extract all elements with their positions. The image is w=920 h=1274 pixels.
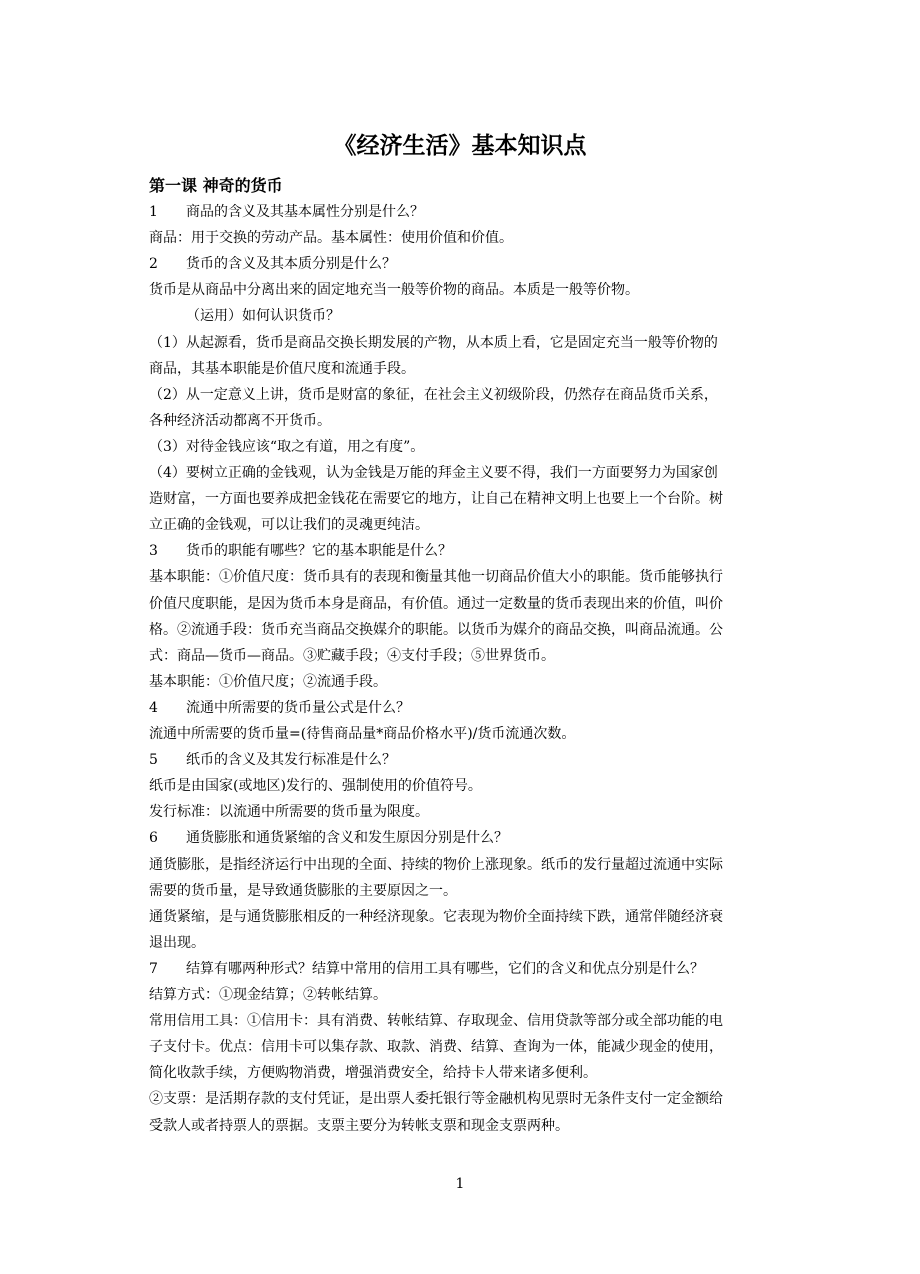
line-text: 基本职能：①价值尺度；②流通手段。 xyxy=(149,674,387,690)
line-text: 受款人或者持票人的票据。支票主要分为转帐支票和现金支票两种。 xyxy=(149,1118,569,1134)
line-text: 流通中所需要的货币量公式是什么？ xyxy=(186,700,410,716)
question-number: 3 xyxy=(149,543,158,559)
line-text: 流通中所需要的货币量=(待售商品量*商品价格水平)/货币流通次数。 xyxy=(149,726,576,742)
text-line xyxy=(149,385,769,405)
question-line xyxy=(149,202,769,222)
text-line xyxy=(149,907,769,927)
line-text: 各种经济活动都离不开货币。 xyxy=(149,413,331,429)
line-text: （3）对待金钱应该“取之有道，用之有度”。 xyxy=(149,439,425,455)
text-line xyxy=(149,1011,769,1031)
line-text: 基本职能：①价值尺度：货币具有的表现和衡量其他一切商品价值大小的职能。货币能够执行 xyxy=(149,569,723,585)
line-text: 纸币的含义及其发行标准是什么？ xyxy=(186,752,396,768)
text-line xyxy=(149,802,769,822)
text-line xyxy=(149,333,769,353)
line-text: 货币的职能有哪些？它的基本职能是什么？ xyxy=(186,543,452,559)
text-line xyxy=(149,594,769,614)
question-line xyxy=(149,828,769,848)
text-line xyxy=(149,724,769,744)
text-line xyxy=(149,306,806,326)
text-line xyxy=(149,437,769,457)
line-text: 式：商品—货币—商品。③贮藏手段；④支付手段；⑤世界货币。 xyxy=(149,648,555,664)
line-text: 价值尺度职能，是因为货币本身是商品，有价值。通过一定数量的货币表现出来的价值，叫价 xyxy=(149,596,723,612)
line-text: 退出现。 xyxy=(149,935,205,951)
line-text: （1）从起源看，货币是商品交换长期发展的产物，从本质上看，它是固定充当一般等价物的 xyxy=(149,335,718,351)
line-text: 通货膨胀和通货紧缩的含义和发生原因分别是什么？ xyxy=(186,830,508,846)
line-text: 结算有哪两种形式？结算中常用的信用工具有哪些，它们的含义和优点分别是什么？ xyxy=(186,961,704,977)
line-text: 常用信用工具：①信用卡：具有消费、转帐结算、存取现金、信用贷款等部分或全部功能的电 xyxy=(149,1013,723,1029)
question-number: 6 xyxy=(149,830,158,846)
line-text: 商品：用于交换的劳动产品。基本属性：使用价值和价值。 xyxy=(149,230,513,246)
text-line xyxy=(149,1063,769,1083)
question-line xyxy=(149,698,769,718)
line-text: ②支票：是活期存款的支付凭证，是出票人委托银行等金融机构见票时无条件支付一定金额给 xyxy=(149,1091,723,1107)
text-line xyxy=(149,359,769,379)
text-line xyxy=(149,489,769,509)
question-number: 1 xyxy=(149,204,158,220)
question-number: 5 xyxy=(149,752,158,768)
line-text: 商品，其基本职能是价值尺度和流通手段。 xyxy=(149,361,415,377)
line-text: 商品的含义及其基本属性分别是什么？ xyxy=(186,204,424,220)
line-text: 简化收款手续，方便购物消费，增强消费安全，给持卡人带来诸多便利。 xyxy=(149,1065,597,1081)
text-line xyxy=(149,646,769,666)
question-line xyxy=(149,254,769,274)
text-line xyxy=(149,985,769,1005)
question-line xyxy=(149,750,769,770)
question-number: 7 xyxy=(149,961,158,977)
page-number: 1 xyxy=(455,1176,465,1192)
line-text: 发行标准：以流通中所需要的货币量为限度。 xyxy=(149,804,429,820)
line-text: 纸币是由国家(或地区)发行的、强制使用的价值符号。 xyxy=(149,778,482,794)
line-text: 结算方式：①现金结算；②转帐结算。 xyxy=(149,987,387,1003)
line-text: 需要的货币量，是导致通货膨胀的主要原因之一。 xyxy=(149,883,457,899)
text-line xyxy=(149,855,769,875)
lesson-heading: 第一课 神奇的货币 xyxy=(149,176,283,195)
question-line xyxy=(149,959,769,979)
text-line xyxy=(149,672,769,692)
text-line xyxy=(149,515,769,535)
line-text: 造财富，一方面也要养成把金钱花在需要它的地方，让自己在精神文明上也要上一个台阶。树 xyxy=(149,491,723,507)
text-line xyxy=(149,881,769,901)
text-line xyxy=(149,463,769,483)
line-text: （2）从一定意义上讲，货币是财富的象征，在社会主义初级阶段，仍然存在商品货币关系， xyxy=(149,387,718,403)
text-line xyxy=(149,1089,769,1109)
line-text: （运用）如何认识货币？ xyxy=(186,308,340,324)
text-line xyxy=(149,411,769,431)
text-line xyxy=(149,280,769,300)
page-title: 《经济生活》基本知识点 xyxy=(333,132,587,159)
text-line xyxy=(149,1037,769,1057)
question-number: 2 xyxy=(149,256,158,272)
line-text: 子支付卡。优点：信用卡可以集存款、取款、消费、结算、查询为一体，能减少现金的使用， xyxy=(149,1039,723,1055)
text-line xyxy=(149,933,769,953)
line-text: 格。②流通手段：货币充当商品交换媒介的职能。以货币为媒介的商品交换，叫商品流通。公 xyxy=(149,622,723,638)
line-text: 货币是从商品中分离出来的固定地充当一般等价物的商品。本质是一般等价物。 xyxy=(149,282,639,298)
question-number: 4 xyxy=(149,700,158,716)
line-text: 通货膨胀，是指经济运行中出现的全面、持续的物价上涨现象。纸币的发行量超过流通中实际 xyxy=(149,857,723,873)
text-line xyxy=(149,567,769,587)
line-text: 立正确的金钱观，可以让我们的灵魂更纯洁。 xyxy=(149,517,429,533)
line-text: （4）要树立正确的金钱观，认为金钱是万能的拜金主义要不得，我们一方面要努力为国家创 xyxy=(149,465,718,481)
text-line xyxy=(149,228,769,248)
line-text: 货币的含义及其本质分别是什么？ xyxy=(186,256,396,272)
line-text: 通货紧缩，是与通货膨胀相反的一种经济现象。它表现为物价全面持续下跌，通常伴随经济衰 xyxy=(149,909,723,925)
question-line xyxy=(149,541,769,561)
text-line xyxy=(149,620,769,640)
text-line xyxy=(149,776,769,796)
text-line xyxy=(149,1116,769,1136)
